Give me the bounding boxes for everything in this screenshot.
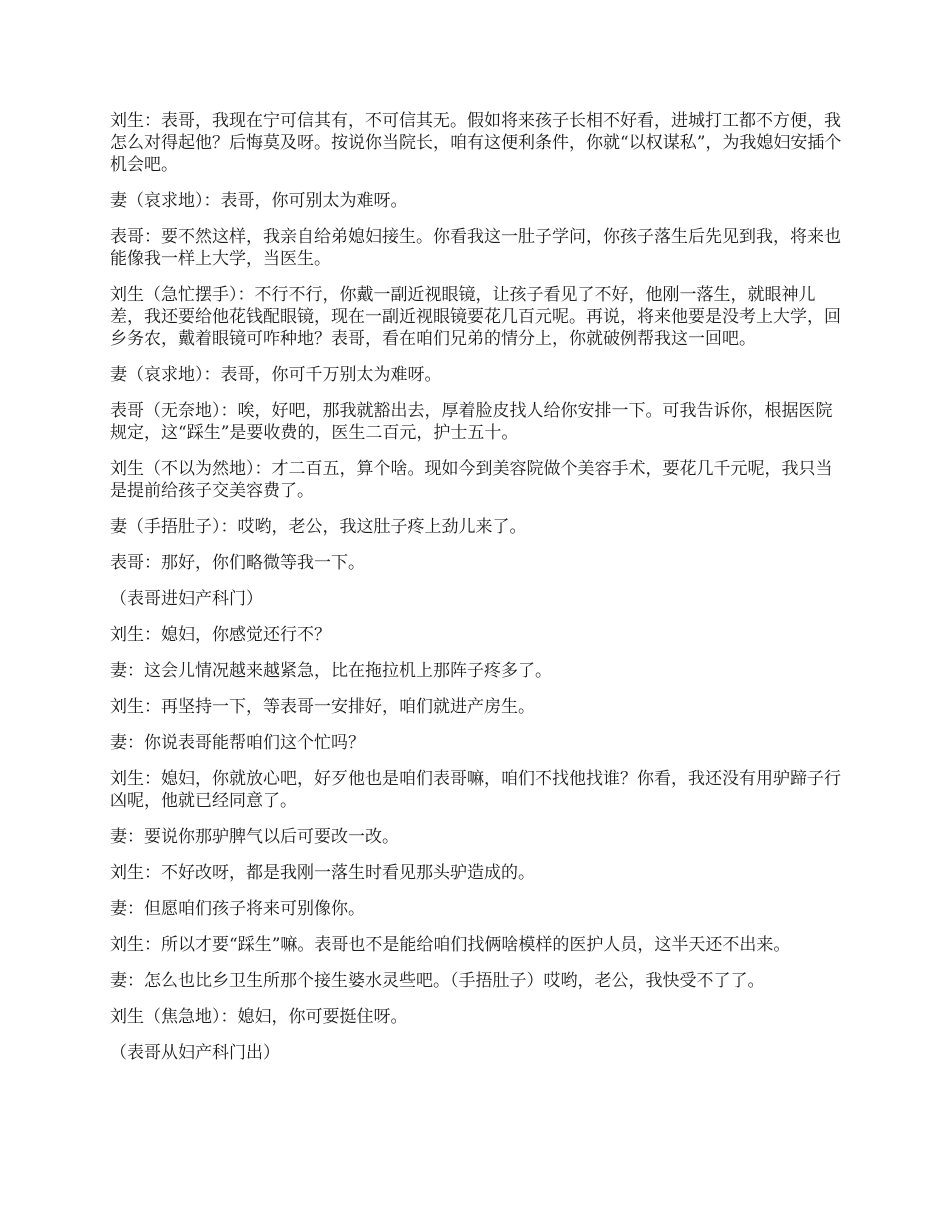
- dialogue-paragraph: 表哥：那好，你们略微等我一下。: [110, 553, 365, 573]
- dialogue-paragraph: 刘生：不好改呀，都是我刚一落生时看见那头驴造成的。: [110, 863, 535, 883]
- dialogue-paragraph: 刘生（不以为然地）：才二百五，算个啥。现如今到美容院做个美容手术，要花几千元呢，我只当是提前给孩子交美容费了。: [110, 459, 833, 501]
- dialogue-paragraph: 刘生：媳妇，你就放心吧，好歹他也是咱们表哥嘛，咱们不找他找谁？你看，我还没有用驴蹄子行凶呢，他就已经同意了。: [110, 769, 841, 811]
- document-body: [110, 110, 845, 1078]
- stage-direction: （表哥进妇产科门）: [110, 589, 263, 609]
- dialogue-paragraph: 妻（哀求地）：表哥，你可千万别太为难呀。: [110, 365, 442, 385]
- stage-direction: （表哥从妇产科门出）: [110, 1043, 280, 1063]
- dialogue-paragraph: 刘生：表哥，我现在宁可信其有，不可信其无。假如将来孩子长相不好看，进城打工都不方便，我怎么对得起他？后悔莫及呀。按说你当院长，咱有这便利条件，你就“以权谋私”，为我媳妇安插个机会吧。: [110, 111, 842, 175]
- dialogue-paragraph: 刘生（急忙摆手）：不行不行，你戴一副近视眼镜，让孩子看见了不好，他刚一落生，就眼神儿差，我还要给他花钱配眼镜，现在一副近视眼镜要花几百元呢。再说，将来他要是没考上大学，回乡务农，戴着眼镜可咋种地？表哥，看在咱们兄弟的情分上，你就破例帮我这一回吧。: [110, 285, 841, 349]
- dialogue-paragraph: 妻：这会儿情况越来越紧急，比在拖拉机上那阵子疼多了。: [110, 661, 552, 681]
- dialogue-paragraph: 妻：你说表哥能帮咱们这个忙吗？: [110, 733, 365, 753]
- dialogue-paragraph: 刘生：所以才要“踩生”嘛。表哥也不是能给咱们找俩啥模样的医护人员，这半天还不出来。: [110, 935, 791, 955]
- dialogue-paragraph: 妻（手捂肚子）：哎哟，老公，我这肚子疼上劲儿来了。: [110, 517, 527, 537]
- dialogue-paragraph: 妻：但愿咱们孩子将来可别像你。: [110, 899, 365, 919]
- dialogue-paragraph: 刘生：媳妇，你感觉还行不？: [110, 625, 331, 645]
- dialogue-paragraph: 表哥：要不然这样，我亲自给弟媳妇接生。你看我这一肚子学问，你孩子落生后先见到我，将来也能像我一样上大学，当医生。: [110, 227, 841, 269]
- dialogue-paragraph: 刘生（焦急地）：媳妇，你可要挺住呀。: [110, 1007, 408, 1027]
- dialogue-paragraph: 妻（哀求地）：表哥，你可别太为难呀。: [110, 191, 408, 211]
- dialogue-paragraph: 刘生：再坚持一下，等表哥一安排好，咱们就进产房生。: [110, 697, 535, 717]
- dialogue-paragraph: 表哥（无奈地）：唉，好吧，那我就豁出去，厚着脸皮找人给你安排一下。可我告诉你，根据医院规定，这“踩生”是要收费的，医生二百元，护士五十。: [110, 401, 833, 443]
- dialogue-paragraph: 妻：怎么也比乡卫生所那个接生婆水灵些吧。（手捂肚子）哎哟，老公，我快受不了了。: [110, 971, 765, 991]
- dialogue-paragraph: 妻：要说你那驴脾气以后可要改一改。: [110, 827, 399, 847]
